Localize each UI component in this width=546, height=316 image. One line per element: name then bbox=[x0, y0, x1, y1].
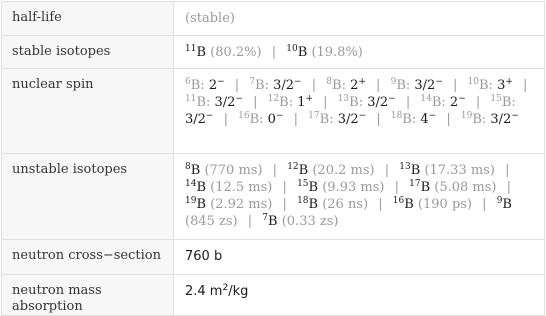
isotope-name bbox=[399, 163, 420, 178]
parity: − bbox=[511, 111, 519, 121]
mass-number: 10 bbox=[286, 44, 298, 54]
mass-number: 18 bbox=[297, 196, 309, 206]
element-symbol: B bbox=[196, 197, 207, 212]
element-symbol: B bbox=[298, 163, 309, 178]
element-symbol: B bbox=[501, 95, 512, 110]
spin-item bbox=[391, 78, 443, 93]
isotope-item bbox=[287, 163, 374, 178]
spin-number: 3/2 bbox=[490, 112, 512, 127]
element-symbol: B bbox=[196, 180, 207, 195]
separator: | bbox=[376, 112, 381, 127]
spin-value bbox=[420, 112, 436, 127]
element-symbol: B bbox=[431, 95, 442, 110]
value-suffix: /kg bbox=[228, 284, 249, 299]
element-symbol: B bbox=[349, 95, 359, 110]
spin-value bbox=[450, 95, 466, 110]
separator: | bbox=[247, 214, 253, 229]
colon: : bbox=[206, 95, 215, 110]
isotope-abundance: (80.2%) bbox=[210, 45, 262, 60]
row-label-cell bbox=[2, 2, 174, 36]
element-symbol: B bbox=[297, 45, 308, 60]
mass-number: 13 bbox=[399, 162, 411, 172]
colon: : bbox=[264, 78, 274, 93]
separator: | bbox=[323, 95, 328, 110]
spin-number: 3/2 bbox=[414, 78, 436, 93]
element-symbol: B bbox=[190, 163, 201, 178]
colon: : bbox=[341, 78, 351, 93]
table-row-unstable-isotopes bbox=[2, 154, 545, 240]
separator: | bbox=[223, 112, 228, 127]
spin-value bbox=[185, 112, 213, 127]
half-life-value: (stable) bbox=[185, 11, 235, 26]
spin-number: 2 bbox=[208, 78, 218, 93]
separator: | bbox=[482, 197, 487, 212]
spin-value bbox=[414, 78, 442, 93]
row-label-nuclear-spin: nuclear spin bbox=[12, 77, 94, 92]
isotope-item bbox=[286, 45, 363, 60]
mass-number: 17 bbox=[409, 179, 421, 189]
row-value-cell bbox=[174, 240, 545, 275]
element-symbol: B bbox=[502, 197, 512, 212]
mass-number: 17 bbox=[308, 111, 320, 121]
element-symbol: B bbox=[478, 78, 489, 93]
table-row-neutron-cross-section bbox=[2, 240, 545, 275]
spin-item bbox=[185, 78, 225, 93]
spin-number: 3/2 bbox=[337, 112, 359, 127]
spin-item bbox=[238, 112, 283, 127]
mass-number: 11 bbox=[185, 44, 197, 54]
element-symbol: B bbox=[472, 112, 482, 127]
mass-number: 6 bbox=[185, 77, 191, 87]
element-symbol: B bbox=[196, 45, 207, 60]
isotope-half-life: (12.5 ms) bbox=[210, 180, 273, 195]
parity: − bbox=[294, 77, 302, 87]
spin-number: 3/2 bbox=[367, 95, 389, 110]
row-label-stable-isotopes: stable isotopes bbox=[12, 44, 111, 59]
row-value-cell bbox=[174, 154, 545, 240]
spin-item bbox=[338, 95, 396, 110]
element-symbol: B bbox=[249, 112, 260, 127]
isotope-half-life: (845 zs) bbox=[185, 214, 238, 229]
isotope-name bbox=[409, 180, 430, 195]
spin-value bbox=[490, 112, 518, 127]
neutron-mass-absorption-value bbox=[174, 275, 544, 300]
element-symbol: B bbox=[404, 197, 414, 212]
parity: − bbox=[458, 94, 466, 104]
mass-number: 19 bbox=[185, 196, 197, 206]
isotope-item bbox=[185, 197, 272, 212]
separator: | bbox=[282, 197, 287, 212]
spin-item bbox=[468, 78, 513, 93]
isotope-half-life: (770 ms) bbox=[204, 163, 263, 178]
isotope-name bbox=[185, 180, 206, 195]
isotope-name bbox=[185, 163, 200, 178]
isotope-item bbox=[262, 214, 338, 229]
isotope-item bbox=[409, 180, 496, 195]
properties-table bbox=[1, 1, 545, 316]
element-symbol: B bbox=[420, 180, 431, 195]
spin-item bbox=[326, 78, 366, 93]
value-exponent: 2 bbox=[222, 283, 229, 293]
separator: | bbox=[234, 78, 240, 93]
colon: : bbox=[405, 78, 415, 93]
mass-number: 18 bbox=[390, 111, 403, 121]
spin-number: 3/2 bbox=[185, 112, 206, 127]
mass-number: 14 bbox=[420, 94, 432, 104]
isotope-item bbox=[185, 180, 272, 195]
row-label-cell bbox=[2, 240, 174, 275]
spin-number: 2 bbox=[350, 78, 359, 93]
row-label-unstable-isotopes: unstable isotopes bbox=[12, 162, 128, 177]
neutron-cross-section-value: 760 b bbox=[185, 249, 223, 264]
element-symbol: B bbox=[268, 214, 278, 229]
separator: | bbox=[453, 78, 458, 93]
element-symbol: B bbox=[190, 78, 201, 93]
mass-number: 12 bbox=[287, 162, 299, 172]
parity: − bbox=[388, 94, 396, 104]
separator: | bbox=[384, 163, 390, 178]
parity: + bbox=[305, 94, 314, 104]
separator: | bbox=[271, 45, 277, 60]
isotope-half-life: (26 ns) bbox=[322, 197, 369, 212]
parity: − bbox=[275, 111, 284, 121]
spin-value bbox=[497, 78, 513, 93]
parity: − bbox=[428, 111, 437, 121]
table-row-nuclear-spin bbox=[2, 69, 545, 154]
row-label-cell bbox=[2, 36, 174, 69]
isotope-half-life: (2.92 ms) bbox=[210, 197, 273, 212]
colon: : bbox=[488, 78, 498, 93]
isotope-item bbox=[185, 45, 262, 60]
separator: | bbox=[446, 112, 451, 127]
separator: | bbox=[378, 197, 383, 212]
spin-value bbox=[338, 112, 366, 127]
table-row-half-life bbox=[2, 2, 545, 36]
separator: | bbox=[505, 163, 510, 178]
colon: : bbox=[481, 112, 491, 127]
row-value-cell bbox=[174, 275, 545, 316]
mass-number: 15 bbox=[297, 179, 309, 189]
mass-number: 16 bbox=[238, 111, 250, 121]
value-prefix: 2.4 m bbox=[185, 284, 223, 299]
mass-number: 10 bbox=[467, 77, 479, 87]
isotope-item bbox=[399, 163, 495, 178]
element-symbol: B bbox=[308, 197, 319, 212]
isotope-item bbox=[297, 180, 384, 195]
spin-item bbox=[185, 95, 243, 110]
row-label-cell bbox=[2, 69, 174, 154]
separator: | bbox=[272, 163, 278, 178]
spin-item bbox=[420, 95, 465, 110]
isotope-abundance: (19.8%) bbox=[311, 45, 363, 60]
mass-number: 16 bbox=[392, 196, 405, 206]
stable-isotopes-list bbox=[174, 36, 544, 61]
element-symbol: B bbox=[196, 95, 207, 110]
row-label-neutron-cross-section: neutron cross−section bbox=[12, 248, 161, 263]
isotope-half-life: (20.2 ms) bbox=[312, 163, 375, 178]
element-symbol: B bbox=[410, 163, 421, 178]
isotope-half-life: (190 ps) bbox=[417, 197, 473, 212]
isotope-name bbox=[297, 197, 318, 212]
spin-value bbox=[209, 78, 225, 93]
isotope-item bbox=[185, 163, 263, 178]
colon: : bbox=[288, 95, 298, 110]
parity: − bbox=[235, 94, 243, 104]
mass-number: 8 bbox=[185, 162, 191, 172]
parity: − bbox=[217, 77, 225, 87]
spin-value bbox=[268, 112, 284, 127]
unstable-isotopes-list bbox=[174, 154, 544, 230]
mass-number: 11 bbox=[185, 94, 197, 104]
isotope-half-life: (17.33 ms) bbox=[424, 163, 495, 178]
element-symbol: B bbox=[396, 78, 406, 93]
colon: : bbox=[511, 95, 516, 110]
table-row-neutron-mass-absorption bbox=[2, 275, 545, 316]
row-label-neutron-mass-absorption: neutron mass absorption bbox=[12, 283, 102, 314]
spin-number: 1 bbox=[297, 95, 306, 110]
colon: : bbox=[259, 112, 268, 127]
row-value-cell bbox=[174, 36, 545, 69]
mass-number: 9 bbox=[390, 77, 397, 87]
mass-number: 8 bbox=[326, 77, 332, 87]
separator: | bbox=[475, 95, 481, 110]
spin-number: 3/2 bbox=[214, 95, 236, 110]
spin-value bbox=[367, 95, 395, 110]
spin-item bbox=[308, 112, 366, 127]
row-label-half-life: half-life bbox=[12, 10, 62, 25]
separator: | bbox=[282, 180, 287, 195]
spin-item bbox=[268, 95, 313, 110]
spin-value bbox=[215, 95, 243, 110]
separator: | bbox=[253, 95, 258, 110]
spin-item bbox=[461, 112, 519, 127]
mass-number: 13 bbox=[337, 94, 350, 104]
isotope-name bbox=[393, 197, 414, 212]
spin-number: 3 bbox=[497, 78, 506, 93]
spin-number: 4 bbox=[420, 112, 429, 127]
spin-number: 0 bbox=[267, 112, 276, 127]
isotope-half-life: (0.33 zs) bbox=[281, 214, 339, 229]
element-symbol: B bbox=[319, 112, 330, 127]
row-value-cell bbox=[174, 2, 545, 36]
parity: − bbox=[435, 77, 443, 87]
isotope-item bbox=[297, 197, 368, 212]
isotope-name bbox=[185, 197, 206, 212]
spin-item bbox=[391, 112, 436, 127]
mass-number: 7 bbox=[262, 213, 269, 223]
parity: − bbox=[205, 111, 214, 121]
row-value-cell bbox=[174, 69, 545, 154]
parity: + bbox=[358, 77, 366, 87]
parity: − bbox=[358, 111, 367, 121]
separator: | bbox=[506, 180, 512, 195]
mass-number: 9 bbox=[496, 196, 503, 206]
row-label-cell bbox=[2, 275, 174, 316]
mass-number: 7 bbox=[249, 77, 256, 87]
spin-number: 3/2 bbox=[273, 78, 295, 93]
isotope-item bbox=[393, 197, 472, 212]
mass-number: 15 bbox=[490, 94, 502, 104]
colon: : bbox=[329, 112, 338, 127]
separator: | bbox=[376, 78, 381, 93]
separator: | bbox=[405, 95, 411, 110]
table-row-stable-isotopes bbox=[2, 36, 545, 69]
colon: : bbox=[358, 95, 368, 110]
mass-number: 19 bbox=[460, 111, 473, 121]
isotope-name bbox=[497, 197, 512, 212]
parity: + bbox=[505, 77, 513, 87]
spin-item bbox=[249, 78, 301, 93]
separator: | bbox=[394, 180, 399, 195]
isotope-half-life: (9.93 ms) bbox=[322, 180, 385, 195]
isotope-name bbox=[297, 180, 318, 195]
separator: | bbox=[523, 78, 528, 93]
separator: | bbox=[311, 78, 317, 93]
spin-value bbox=[273, 78, 301, 93]
element-symbol: B bbox=[279, 95, 289, 110]
element-symbol: B bbox=[332, 78, 342, 93]
mass-number: 12 bbox=[267, 94, 280, 104]
element-symbol: B bbox=[402, 112, 412, 127]
colon: : bbox=[411, 112, 421, 127]
isotope-half-life: (5.08 ms) bbox=[434, 180, 497, 195]
mass-number: 14 bbox=[185, 179, 197, 189]
isotope-name bbox=[287, 163, 308, 178]
spin-value bbox=[297, 95, 313, 110]
isotope-name bbox=[262, 214, 277, 229]
nuclear-spin-list bbox=[174, 69, 544, 128]
row-label-cell bbox=[2, 154, 174, 240]
element-symbol: B bbox=[308, 180, 319, 195]
separator: | bbox=[293, 112, 299, 127]
colon: : bbox=[200, 78, 209, 93]
spin-number: 2 bbox=[449, 95, 459, 110]
element-symbol: B bbox=[255, 78, 265, 93]
spin-value bbox=[350, 78, 366, 93]
colon: : bbox=[441, 95, 450, 110]
